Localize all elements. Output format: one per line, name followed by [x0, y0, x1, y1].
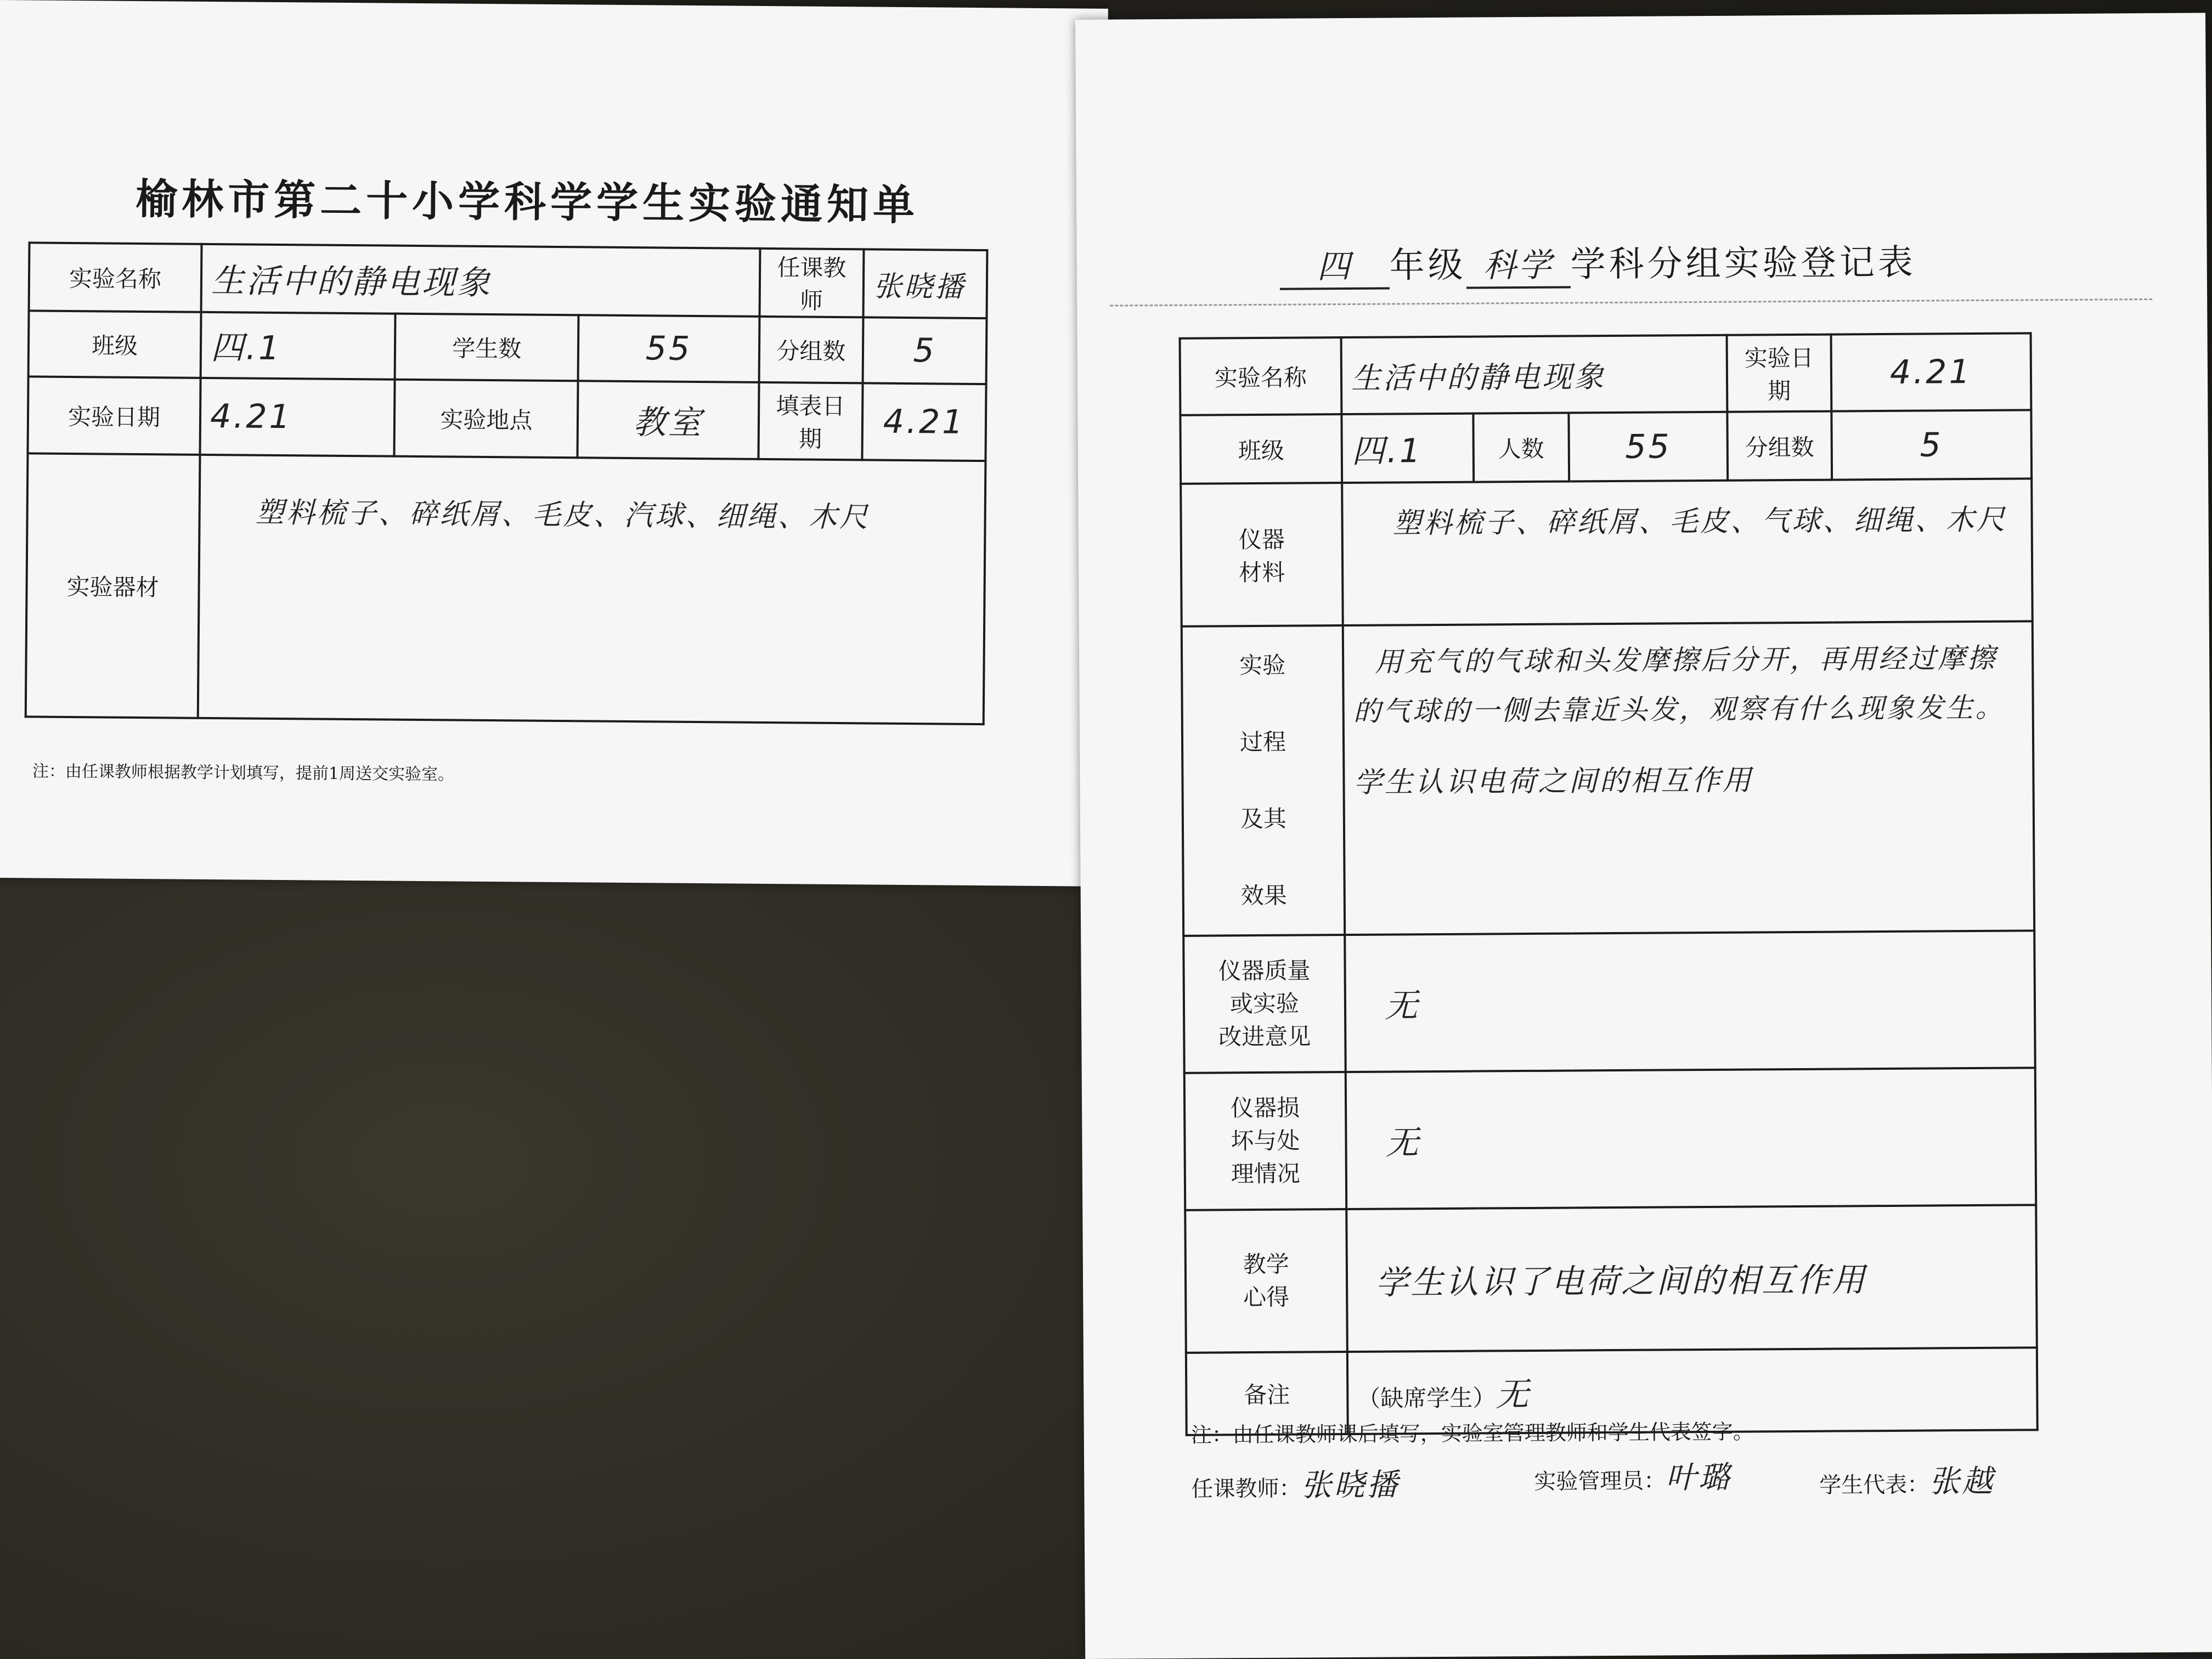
- notice-table: [25, 241, 989, 725]
- reg-label-date: 实验日期: [1727, 335, 1831, 412]
- reg-handwritten-reflection: 学生认识了电荷之间的相互作用: [1375, 1261, 1867, 1302]
- reg-value-quality: [1345, 930, 2035, 1072]
- signature-student-label: 学生代表：: [1819, 1472, 1929, 1498]
- reg-value-date: [1831, 333, 2031, 411]
- title-divider: [1110, 298, 2152, 307]
- reg-label-damage-line3: 理情况: [1231, 1160, 1300, 1188]
- handwritten-experiment-name: 生活中的静电现象: [211, 262, 493, 303]
- reg-handwritten-process-line1: 用充气的气球和头发摩擦后分开，再用经过摩擦: [1374, 642, 1997, 678]
- register-sheet: [1075, 13, 2212, 1659]
- reg-label-materials-line1: 仪器: [1238, 526, 1285, 554]
- reg-label-reflection: [1185, 1209, 1347, 1353]
- reg-handwritten-people: 55: [1625, 427, 1672, 466]
- register-row-materials: [1181, 478, 2033, 626]
- label-experiment-name: 实验名称: [29, 242, 202, 312]
- reg-label-process-line4: 效果: [1240, 882, 1287, 910]
- signature-teacher-label: 任课教师：: [1191, 1476, 1301, 1502]
- reg-handwritten-date: 4.21: [1889, 353, 1972, 392]
- label-date: 实验日期: [28, 376, 201, 454]
- reg-label-people: 人数: [1473, 413, 1569, 482]
- reg-handwritten-absent: 无: [1496, 1375, 1531, 1414]
- label-teacher: 任课教师: [759, 249, 864, 317]
- signature-teacher: [1191, 1460, 1400, 1505]
- handwritten-materials: 塑料梳子、碎纸屑、毛皮、汽球、细绳、木尺: [255, 496, 870, 534]
- reg-handwritten-class: 四.1: [1351, 431, 1423, 471]
- reg-value-experiment-name: [1341, 335, 1728, 414]
- reg-label-remarks: 备注: [1186, 1352, 1348, 1435]
- reg-value-materials: [1342, 478, 2033, 625]
- reg-handwritten-materials: 塑料梳子、碎纸屑、毛皮、气球、细绳、木尺: [1392, 503, 2007, 540]
- reg-label-damage-line1: 仪器损: [1230, 1094, 1300, 1122]
- signature-admin-label: 实验管理员：: [1534, 1468, 1666, 1494]
- reg-label-class: 班级: [1180, 414, 1342, 484]
- handwritten-location: 教室: [633, 403, 704, 443]
- label-student-count: 学生数: [395, 314, 579, 381]
- value-materials: [198, 455, 986, 724]
- register-row-damage: [1184, 1068, 2036, 1210]
- value-location: [578, 381, 759, 459]
- label-fill-date: 填表日期: [758, 382, 863, 460]
- label-materials: 实验器材: [26, 453, 200, 718]
- reg-label-quality: [1183, 935, 1345, 1073]
- reg-value-class: [1341, 414, 1473, 483]
- reg-label-damage-line2: 坏与处: [1231, 1127, 1300, 1155]
- reg-label-process-line2: 过程: [1239, 728, 1286, 756]
- reg-handwritten-quality: 无: [1384, 986, 1420, 1025]
- reg-value-process: [1343, 621, 2034, 935]
- notice-footnote: 注：由任课教师根据教学计划填写，提前1周送交实验室。: [32, 761, 455, 785]
- reg-label-absent: （缺席学生）: [1357, 1384, 1496, 1412]
- handwritten-teacher: 张晓播: [873, 270, 966, 304]
- register-row-quality: [1183, 930, 2035, 1073]
- notice-row-date: [28, 376, 986, 461]
- register-table: [1179, 332, 2039, 1436]
- reg-value-damage: [1346, 1068, 2036, 1209]
- title-subject: 科学: [1466, 239, 1571, 289]
- label-class: 班级: [29, 311, 201, 377]
- label-location: 实验地点: [394, 380, 578, 458]
- reg-label-group-count: 分组数: [1728, 411, 1832, 481]
- value-group-count: [863, 317, 987, 384]
- notice-sheet: [0, 0, 1108, 887]
- reg-label-process: [1182, 625, 1345, 936]
- handwritten-fill-date: 4.21: [883, 402, 966, 442]
- title-grade: 四: [1279, 240, 1390, 290]
- reg-label-damage: [1184, 1072, 1346, 1210]
- reg-value-group-count: [1831, 410, 2032, 479]
- value-date: [200, 378, 395, 456]
- notice-row-materials: [26, 453, 986, 724]
- notice-row-name: [29, 242, 988, 318]
- reg-label-reflection-line2: 心得: [1243, 1283, 1290, 1311]
- signature-teacher-name: 张晓播: [1301, 1467, 1400, 1504]
- register-row-class: [1180, 410, 2032, 483]
- reg-handwritten-effect: 学生认识电荷之间的相互作用: [1353, 764, 1753, 799]
- register-row-process: [1182, 621, 2034, 935]
- signature-admin-name: 叶璐: [1666, 1459, 1732, 1496]
- reg-handwritten-damage: 无: [1385, 1124, 1421, 1163]
- value-student-count: [578, 315, 759, 382]
- reg-label-quality-line3: 改进意见: [1218, 1023, 1311, 1051]
- signature-student-name: 张越: [1929, 1463, 1995, 1500]
- reg-value-people: [1569, 412, 1728, 482]
- register-title: [1279, 233, 2103, 290]
- reg-handwritten-process-line2: 的气球的一侧去靠近头发，观察有什么现象发生。: [1353, 691, 2005, 727]
- signature-student: [1819, 1457, 1995, 1502]
- handwritten-student-count: 55: [645, 329, 692, 368]
- reg-label-experiment-name: 实验名称: [1180, 337, 1342, 415]
- signature-admin: [1534, 1453, 1731, 1498]
- handwritten-class: 四.1: [210, 329, 282, 368]
- handwritten-date: 4.21: [210, 397, 292, 437]
- notice-title: 榆林市第二十小学科学学生实验通知单: [135, 174, 919, 230]
- value-class: [201, 312, 396, 380]
- reg-label-process-line3: 及其: [1240, 805, 1287, 833]
- notice-row-class: [29, 311, 987, 384]
- register-row-reflection: [1185, 1205, 2037, 1352]
- reg-label-quality-line1: 仪器质量: [1218, 957, 1311, 985]
- value-teacher: [864, 249, 988, 318]
- reg-label-process-line1: 实验: [1239, 651, 1286, 679]
- reg-label-materials-line2: 材料: [1238, 558, 1285, 586]
- reg-label-reflection-line1: 教学: [1243, 1250, 1289, 1278]
- title-grade-suffix: 年级: [1389, 245, 1466, 286]
- value-experiment-name: [201, 244, 760, 317]
- reg-value-reflection: [1346, 1205, 2037, 1352]
- value-fill-date: [862, 383, 986, 461]
- label-group-count: 分组数: [759, 317, 863, 383]
- reg-label-quality-line2: 或实验: [1229, 990, 1300, 1018]
- reg-handwritten-experiment-name: 生活中的静电现象: [1351, 359, 1606, 396]
- handwritten-group-count: 5: [913, 331, 936, 370]
- title-suffix: 学科分组实验登记表: [1570, 242, 1916, 285]
- register-row-name: [1180, 333, 2032, 415]
- reg-label-materials: [1181, 483, 1343, 627]
- reg-handwritten-group-count: 5: [1920, 425, 1943, 465]
- register-footnote: 注：由任课教师课后填写，实验室管理教师和学生代表签字。: [1190, 1419, 1754, 1447]
